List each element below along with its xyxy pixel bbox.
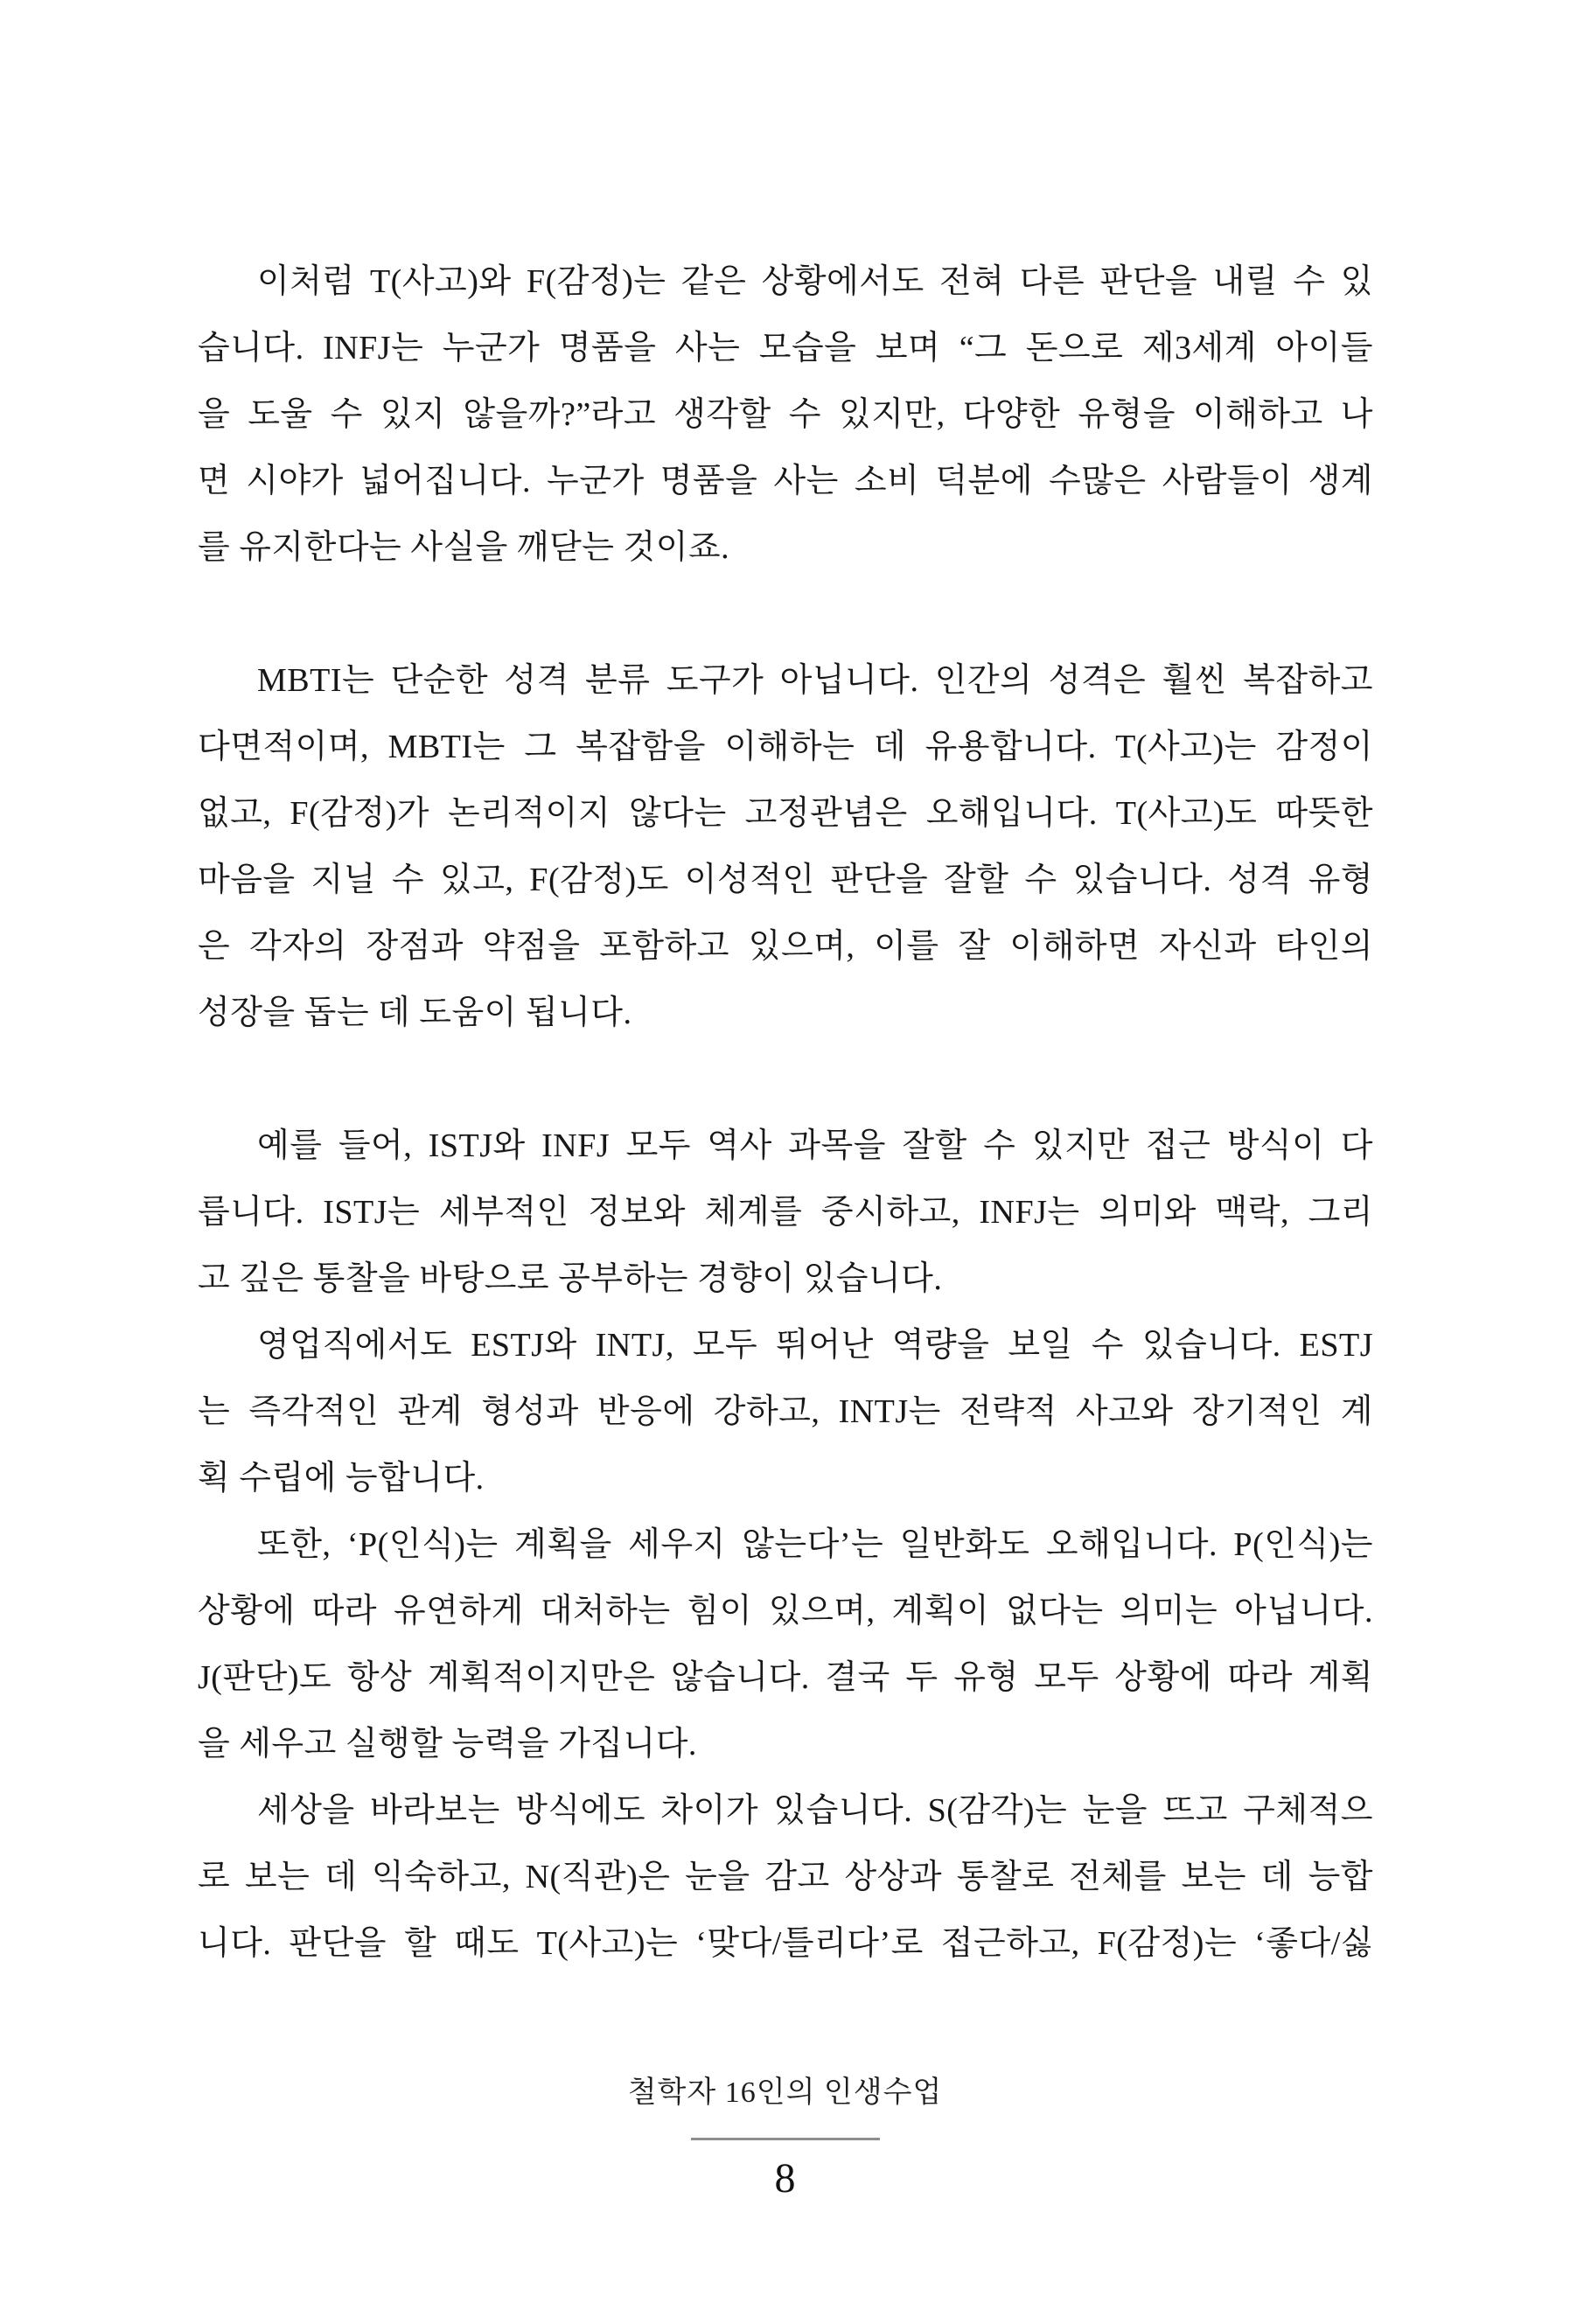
text-line: 영업직에서도 ESTJ와 INTJ, 모두 뛰어난 역량을 보일 수 있습니다. ESTJ [257,1327,1373,1364]
paragraph-5 [198,1511,1373,1777]
text-line: 이처럼 T(사고)와 F(감정)는 같은 상황에서도 전혀 다른 판단을 내릴 수 있 [257,263,1373,300]
text-line: 또한, ‘P(인식)는 계획을 세우지 않는다’는 일반화도 오해입니다. P(인식)는 [257,1526,1373,1563]
text-line: 다면적이며, MBTI는 그 복잡함을 이해하는 데 유용합니다. T(사고)는 감정이 [198,729,1373,765]
text-line: 를 유지한다는 사실을 깨닫는 것이죠. [198,529,730,566]
footer-divider [691,2138,880,2140]
text-line: 예를 들어, ISTJ와 INFJ 모두 역사 과목을 잘할 수 있지만 접근 방식이 다 [257,1127,1373,1164]
text-line: 없고, F(감정)가 논리적이지 않다는 고정관념은 오해입니다. T(사고)도 따뜻한 [198,795,1373,832]
text-line: 는 즉각적인 관계 형성과 반응에 강하고, INTJ는 전략적 사고와 장기적인 계 [198,1393,1373,1430]
text-line: J(판단)도 항상 계획적이지만은 않습니다. 결국 두 유형 모두 상황에 따라 계획 [198,1659,1373,1696]
text-line: 성장을 돕는 데 도움이 됩니다. [198,995,632,1031]
text-line: 습니다. INFJ는 누군가 명품을 사는 모습을 보며 “그 돈으로 제3세계 아이들 [198,330,1373,366]
paragraph-1 [198,248,1373,581]
text-line: 은 각자의 장점과 약점을 포함하고 있으며, 이를 잘 이해하면 자신과 타인의 [198,928,1373,965]
page-number: 8 [774,2155,796,2202]
text-line: 을 세우고 실행할 능력을 가집니다. [198,1726,697,1762]
text-line: 상황에 따라 유연하게 대처하는 힘이 있으며, 계획이 없다는 의미는 아닙니다. [198,1593,1373,1630]
text-line: 로 보는 데 익숙하고, N(직관)은 눈을 감고 상상과 통찰로 전체를 보는 데 능합 [198,1859,1373,1895]
text-line: 마음을 지닐 수 있고, F(감정)도 이성적인 판단을 잘할 수 있습니다. 성격 유형 [198,862,1373,898]
text-line: 세상을 바라보는 방식에도 차이가 있습니다. S(감각)는 눈을 뜨고 구체적으 [257,1792,1373,1829]
paragraph-3 [198,1113,1373,1312]
text-line: 을 도울 수 있지 않을까?”라고 생각할 수 있지만, 다양한 유형을 이해하고 나 [198,396,1373,433]
body-text [198,248,1373,1977]
text-line: 니다. 판단을 할 때도 T(사고)는 ‘맞다/틀리다’로 접근하고, F(감정)는 ‘좋다/싫 [198,1925,1373,1962]
paragraph-4 [198,1312,1373,1511]
paragraph-2 [198,647,1373,1046]
text-line: MBTI는 단순한 성격 분류 도구가 아닙니다. 인간의 성격은 훨씬 복잡하고 [257,662,1373,699]
text-line: 획 수립에 능합니다. [198,1460,485,1497]
text-line: 면 시야가 넓어집니다. 누군가 명품을 사는 소비 덕분에 수많은 사람들이 생계 [198,463,1373,499]
footer-book-title: 철학자 16인의 인생수업 [627,2076,943,2109]
text-line: 고 깊은 통찰을 바탕으로 공부하는 경향이 있습니다. [198,1260,943,1297]
paragraph-6 [198,1777,1373,1977]
text-line: 릅니다. ISTJ는 세부적인 정보와 체계를 중시하고, INFJ는 의미와 맥락, 그리 [198,1194,1373,1231]
